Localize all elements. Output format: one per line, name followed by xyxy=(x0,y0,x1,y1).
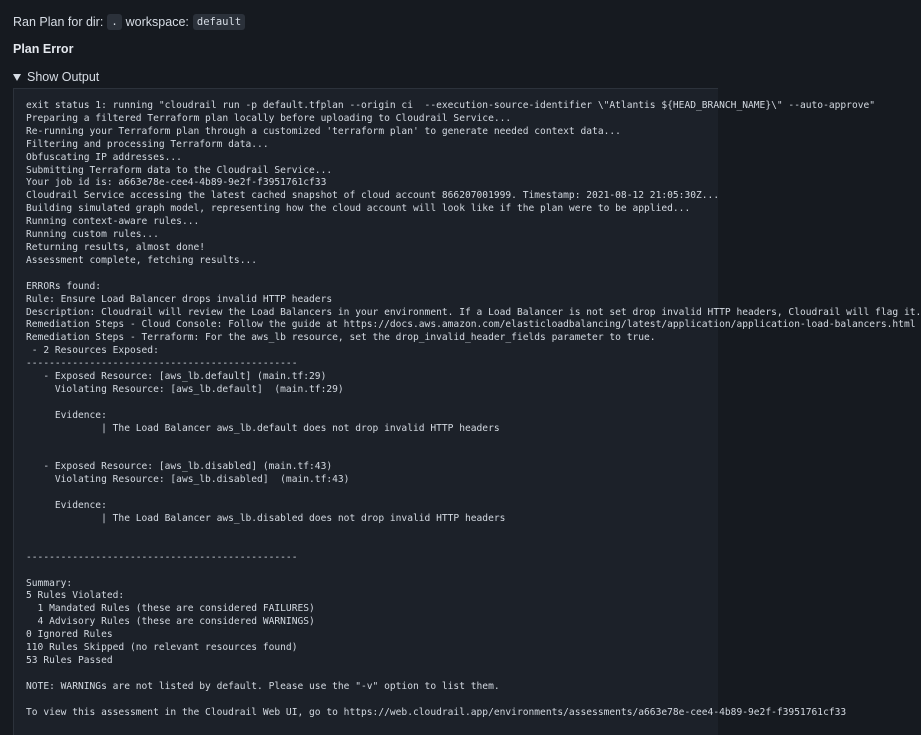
output-line: To view this assessment in the Cloudrail Web UI, go to https://web.cloudrail.app/environments/assessments/a663e78e-cee4-4b89-9e2f-f3951761cf33 xyxy=(26,706,847,718)
show-output-toggle[interactable] xyxy=(13,70,99,84)
dir-chip: . xyxy=(107,14,121,30)
output-line: Summary: xyxy=(26,577,73,589)
output-line: exit status 1: running "cloudrail run -p default.tfplan --origin ci --execution-source-identifier \"Atlantis ${HEAD_BRANCH_NAME}\" --auto-approve" xyxy=(26,100,876,111)
output-line: Violating Resource: [aws_lb.default] (main.tf:29) xyxy=(26,383,344,395)
output-line: Returning results, almost done! xyxy=(26,241,206,253)
output-line: Running context-aware rules... xyxy=(26,216,200,228)
output-line: Your job id is: a663e78e-cee4-4b89-9e2f-f3951761cf33 xyxy=(26,177,327,189)
output-line: 110 Rules Skipped (no relevant resources found) xyxy=(26,642,298,654)
output-line: Remediation Steps - Terraform: For the aws_lb resource, set the drop_invalid_header_fields parameter to true. xyxy=(26,332,656,344)
output-panel[interactable] xyxy=(13,88,921,735)
output-line: Rule: Ensure Load Balancer drops invalid HTTP headers xyxy=(26,293,333,305)
output-line: Violating Resource: [aws_lb.disabled] (main.tf:43) xyxy=(26,474,350,486)
output-line: Remediation Steps - Cloud Console: Follow the guide at https://docs.aws.amazon.com/elasticloadbalancing/latest/application/application-load-balancers.html xyxy=(26,319,916,331)
output-line: | The Load Balancer aws_lb.default does not drop invalid HTTP headers xyxy=(26,422,500,434)
header-prefix: Ran Plan for dir: xyxy=(13,15,104,29)
output-line: Evidence: xyxy=(26,500,107,512)
output-line: - Exposed Resource: [aws_lb.disabled] (main.tf:43) xyxy=(26,461,333,473)
output-line: Building simulated graph model, representing how the cloud account will look like if the plan were to be applied... xyxy=(26,203,691,215)
output-line: 1 Mandated Rules (these are considered FAILURES) xyxy=(26,603,315,615)
output-line: Submitting Terraform data to the Cloudrail Service... xyxy=(26,164,333,176)
output-line: Obfuscating IP addresses... xyxy=(26,151,182,163)
output-line: Preparing a filtered Terraform plan locally before uploading to Cloudrail Service... xyxy=(26,112,512,124)
output-line: - 2 Resources Exposed: xyxy=(26,345,159,357)
output-log xyxy=(14,89,921,720)
output-line: Evidence: xyxy=(26,409,107,421)
output-line: Cloudrail Service accessing the latest cached snapshot of cloud account 866207001999. Timestamp: 2021-08-12 21:05:30Z... xyxy=(26,190,720,202)
output-line: ----------------------------------------------- xyxy=(26,551,298,563)
output-line: ----------------------------------------------- xyxy=(26,358,298,370)
output-line: 53 Rules Passed xyxy=(26,654,113,666)
output-line: 0 Ignored Rules xyxy=(26,629,113,641)
output-line: Filtering and processing Terraform data... xyxy=(26,138,269,150)
output-line: ERRORs found: xyxy=(26,280,102,292)
output-line: Re-running your Terraform plan through a customized 'terraform plan' to generate needed context data... xyxy=(26,125,621,137)
output-line: - Exposed Resource: [aws_lb.default] (main.tf:29) xyxy=(26,371,327,383)
workspace-chip: default xyxy=(193,14,245,30)
output-line: Description: Cloudrail will review the Load Balancers in your environment. If a Load Balancer is not set drop invalid HTTP headers, Cloudrail will flag it. xyxy=(26,306,921,318)
output-line: NOTE: WARNINGs are not listed by default. Please use the "-v" option to list them. xyxy=(26,680,500,692)
output-line: 4 Advisory Rules (these are considered WARNINGS) xyxy=(26,616,315,628)
show-output-label: Show Output xyxy=(27,70,100,84)
disclosure-triangle-icon xyxy=(13,74,21,81)
plan-error-title: Plan Error xyxy=(13,42,74,56)
run-summary-header xyxy=(13,12,249,32)
output-line: | The Load Balancer aws_lb.disabled does not drop invalid HTTP headers xyxy=(26,513,506,524)
output-line: Assessment complete, fetching results... xyxy=(26,254,258,266)
output-line: 5 Rules Violated: xyxy=(26,590,125,602)
workspace-label: workspace: xyxy=(125,15,189,29)
output-line: Running custom rules... xyxy=(26,229,159,241)
